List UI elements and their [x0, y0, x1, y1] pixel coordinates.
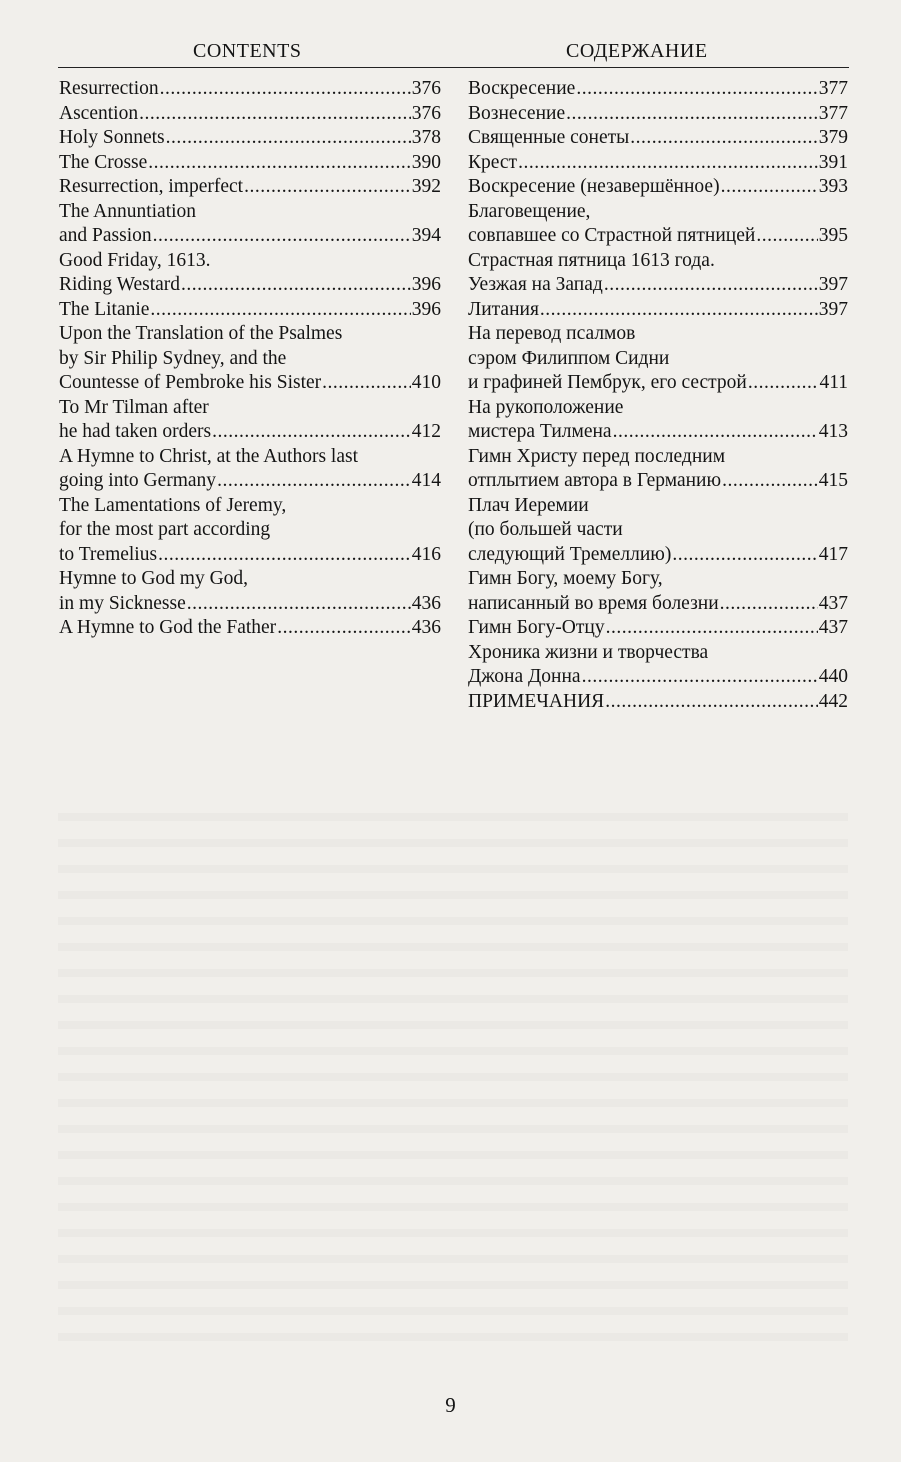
toc-entry-title: написанный во время болезни	[468, 592, 719, 614]
dot-leader	[148, 151, 410, 176]
toc-entry-line	[59, 77, 441, 102]
toc-entry-line	[468, 690, 848, 715]
toc-entry-line	[59, 494, 441, 519]
toc-entry	[468, 298, 848, 323]
toc-entry-title: Благовещение,	[468, 200, 591, 222]
dot-leader	[576, 77, 817, 102]
toc-page-number: 416	[411, 543, 441, 565]
toc-entry-title: совпавшее со Страстной пятницей	[468, 225, 756, 246]
toc-entry	[59, 249, 441, 274]
toc-entry-title: Вознесение	[468, 102, 566, 124]
toc-entry-line	[59, 298, 441, 323]
toc-page-number: 376	[411, 102, 441, 124]
toc-entry	[59, 200, 441, 249]
toc-page-number: 397	[818, 274, 848, 295]
toc-entry-line	[59, 567, 441, 592]
dot-leader	[582, 665, 818, 690]
toc-entry-title: Upon the Translation of the Psalmes	[59, 323, 343, 344]
toc-entry-title: Гимн Богу, моему Богу,	[468, 568, 663, 589]
toc-entry-title: Holy Sonnets	[59, 127, 165, 148]
toc-page-number: 437	[818, 617, 848, 638]
toc-entry-title: Воскресение (незавершённое)	[468, 176, 720, 197]
toc-entry-line	[59, 420, 441, 445]
toc-page-number: 436	[411, 617, 441, 638]
dot-leader	[187, 592, 411, 617]
toc-entry-title: The Annuntiation	[59, 200, 197, 222]
toc-entry-line	[59, 151, 441, 176]
toc-page-number: 436	[411, 592, 441, 614]
dot-leader	[212, 420, 411, 445]
toc-entry-title: ПРИМЕЧАНИЯ	[468, 690, 605, 712]
toc-entry	[468, 641, 848, 690]
toc-entry-line	[468, 371, 848, 396]
toc-entry-title: and Passion	[59, 225, 152, 246]
dot-leader	[722, 469, 818, 494]
toc-page-number: 437	[818, 592, 848, 614]
toc-entry-line	[468, 567, 848, 592]
toc-entry-title: Крест	[468, 151, 518, 173]
toc-page-number: 440	[818, 666, 848, 687]
dot-leader	[322, 371, 411, 396]
toc-page-number: 377	[818, 102, 848, 124]
toc-page-number: 396	[411, 274, 441, 295]
toc-entry-line	[468, 175, 848, 200]
bleed-through-texture	[58, 795, 848, 1355]
dot-leader	[604, 273, 818, 298]
toc-page-number: 442	[818, 690, 848, 712]
header-rule	[58, 67, 849, 68]
toc-entry-title: Ascention	[59, 102, 139, 124]
toc-page-number: 378	[411, 127, 441, 148]
page-number: 9	[445, 1393, 456, 1417]
toc-entry-line	[59, 396, 441, 421]
toc-entry	[59, 151, 441, 176]
toc-entry-line	[468, 616, 848, 641]
toc-entry-title: going into Germany	[59, 470, 217, 491]
toc-entry-line	[59, 592, 441, 617]
toc-entry-line	[59, 249, 441, 274]
toc-page-number: 394	[411, 225, 441, 246]
toc-page-number: 379	[818, 127, 848, 148]
toc-entry	[59, 273, 441, 298]
dot-leader	[748, 371, 819, 396]
toc-entry	[59, 494, 441, 568]
dot-leader	[720, 592, 818, 617]
toc-page-number: 411	[819, 372, 848, 393]
toc-page-number: 397	[818, 298, 848, 320]
toc-entry-title: A Hymne to God the Father	[59, 617, 277, 638]
toc-entry-title: A Hymne to Christ, at the Authors last	[59, 445, 358, 467]
toc-entry-line	[468, 298, 848, 323]
toc-entry-title: мистера Тилмена	[468, 421, 612, 442]
toc-entry-title: отплытием автора в Германию	[468, 470, 722, 491]
toc-entry	[468, 249, 848, 274]
dot-leader	[158, 543, 411, 568]
toc-entry-line	[468, 249, 848, 274]
toc-entry	[468, 273, 848, 298]
toc-entry-line	[468, 543, 848, 568]
toc-entry	[59, 445, 441, 494]
dot-leader	[606, 616, 818, 641]
toc-entry-title: Уезжая на Запад	[468, 274, 603, 295]
toc-entry-title: Good Friday, 1613.	[59, 249, 211, 271]
toc-page-number: 390	[411, 151, 441, 173]
toc-entry-line	[468, 518, 848, 543]
dot-leader	[630, 126, 818, 151]
dot-leader	[150, 298, 410, 323]
toc-entry	[59, 77, 441, 102]
toc-entry-title: he had taken orders	[59, 421, 212, 442]
toc-entry-title: to Tremelius	[59, 543, 158, 565]
dot-leader	[605, 690, 818, 715]
toc-entry	[468, 616, 848, 641]
toc-entry-line	[59, 175, 441, 200]
toc-entry	[59, 616, 441, 641]
toc-entry	[59, 126, 441, 151]
toc-entry-title: Riding Westard	[59, 274, 181, 295]
toc-entry	[468, 396, 848, 445]
toc-page-number: 392	[411, 176, 441, 197]
toc-entry	[468, 567, 848, 616]
dot-leader	[613, 420, 818, 445]
header-contents: CONTENTS	[193, 40, 302, 62]
toc-entry-line	[468, 102, 848, 127]
toc-entry	[59, 102, 441, 127]
toc-entry-line	[59, 102, 441, 127]
dot-leader	[166, 126, 411, 151]
toc-entry-line	[468, 641, 848, 666]
toc-entry-title: Джона Донна	[468, 666, 581, 687]
toc-entry-title: for the most part according	[59, 519, 271, 540]
toc-entry-line	[468, 445, 848, 470]
toc-page-number: 417	[818, 543, 848, 565]
toc-entry-line	[59, 347, 441, 372]
toc-page-number: 376	[411, 78, 441, 99]
toc-entry-title: На перевод псалмов	[468, 323, 636, 344]
toc-entry-line	[468, 665, 848, 690]
toc-entry-line	[468, 347, 848, 372]
toc-entry-title: Resurrection	[59, 78, 159, 99]
contents-russian-column	[468, 77, 848, 714]
toc-entry-line	[468, 224, 848, 249]
toc-entry-title: Гимн Христу перед последним	[468, 445, 726, 467]
toc-entry-title: Воскресение	[468, 78, 576, 99]
toc-entry-line	[59, 322, 441, 347]
toc-page-number: 415	[818, 470, 848, 491]
dot-leader	[277, 616, 411, 641]
toc-entry	[468, 151, 848, 176]
toc-entry-line	[59, 126, 441, 151]
dot-leader	[160, 77, 411, 102]
dot-leader	[181, 273, 411, 298]
toc-page-number: 414	[411, 470, 441, 491]
toc-entry-title: The Lamentations of Jeremy,	[59, 494, 287, 516]
toc-entry	[468, 77, 848, 102]
toc-entry	[468, 445, 848, 494]
toc-entry-title: Хроника жизни и творчества	[468, 641, 709, 663]
toc-entry-line	[468, 200, 848, 225]
toc-entry	[468, 175, 848, 200]
toc-entry-line	[468, 494, 848, 519]
toc-page-number: 413	[818, 421, 848, 442]
toc-entry	[59, 567, 441, 616]
toc-entry-title: in my Sicknesse	[59, 592, 186, 614]
toc-entry-title: (по большей части	[468, 519, 623, 540]
dot-leader	[566, 102, 818, 127]
toc-page-number: 410	[411, 372, 441, 393]
toc-entry-title: На рукоположение	[468, 396, 624, 418]
toc-entry	[59, 322, 441, 396]
toc-entry	[59, 396, 441, 445]
toc-entry-line	[468, 420, 848, 445]
toc-entry-title: The Litanie	[59, 298, 150, 320]
toc-page-number: 391	[818, 151, 848, 173]
toc-entry-title: Resurrection, imperfect	[59, 176, 244, 197]
toc-entry-line	[468, 77, 848, 102]
toc-entry	[468, 102, 848, 127]
dot-leader	[672, 543, 817, 568]
toc-entry-title: Countesse of Pembroke his Sister	[59, 372, 322, 393]
dot-leader	[244, 175, 411, 200]
dot-leader	[153, 224, 411, 249]
toc-entry-title: Страстная пятница 1613 года.	[468, 249, 715, 271]
toc-entry-line	[468, 322, 848, 347]
page-header	[58, 40, 848, 70]
toc-entry-title: Плач Иеремии	[468, 494, 589, 516]
toc-entry	[59, 298, 441, 323]
toc-entry-line	[468, 151, 848, 176]
toc-entry-line	[59, 518, 441, 543]
dot-leader	[518, 151, 818, 176]
toc-entry	[468, 200, 848, 249]
toc-entry-title: Литания	[468, 298, 539, 320]
toc-entry-line	[468, 592, 848, 617]
toc-entry-line	[468, 126, 848, 151]
toc-page-number: 412	[411, 421, 441, 442]
toc-entry-title: и графиней Пембрук, его сестрой	[468, 372, 747, 393]
toc-page-number: 377	[818, 78, 848, 99]
toc-entry-line	[468, 469, 848, 494]
toc-entry-line	[59, 543, 441, 568]
toc-entry-title: by Sir Philip Sydney, and the	[59, 347, 287, 369]
toc-page-number: 393	[818, 176, 848, 197]
toc-entry	[468, 690, 848, 715]
toc-page-number: 396	[411, 298, 441, 320]
toc-entry	[468, 322, 848, 396]
dot-leader	[721, 175, 818, 200]
toc-entry	[468, 494, 848, 568]
toc-entry-line	[59, 273, 441, 298]
toc-entry-line	[59, 469, 441, 494]
toc-entry-title: Священные сонеты	[468, 127, 630, 148]
toc-entry-line	[59, 200, 441, 225]
toc-entry-title: Hymne to God my God,	[59, 568, 249, 589]
toc-entry-line	[468, 396, 848, 421]
toc-entry-line	[468, 273, 848, 298]
toc-entry-line	[59, 224, 441, 249]
toc-entry	[468, 126, 848, 151]
toc-entry-title: Гимн Богу-Отцу	[468, 617, 605, 638]
dot-leader	[139, 102, 411, 127]
contents-english-column	[59, 77, 441, 641]
toc-entry-title: To Mr Tilman after	[59, 396, 209, 418]
toc-entry-title: The Crosse	[59, 151, 148, 173]
toc-entry-line	[59, 445, 441, 470]
toc-page-number: 395	[818, 225, 848, 246]
header-soderzhanie: СОДЕРЖАНИЕ	[566, 40, 708, 62]
toc-entry-title: сэром Филиппом Сидни	[468, 347, 670, 369]
toc-entry-line	[59, 616, 441, 641]
toc-entry-title: следующий Тремеллию)	[468, 543, 672, 565]
toc-entry-line	[59, 371, 441, 396]
dot-leader	[756, 224, 817, 249]
dot-leader	[540, 298, 818, 323]
dot-leader	[217, 469, 411, 494]
toc-entry	[59, 175, 441, 200]
